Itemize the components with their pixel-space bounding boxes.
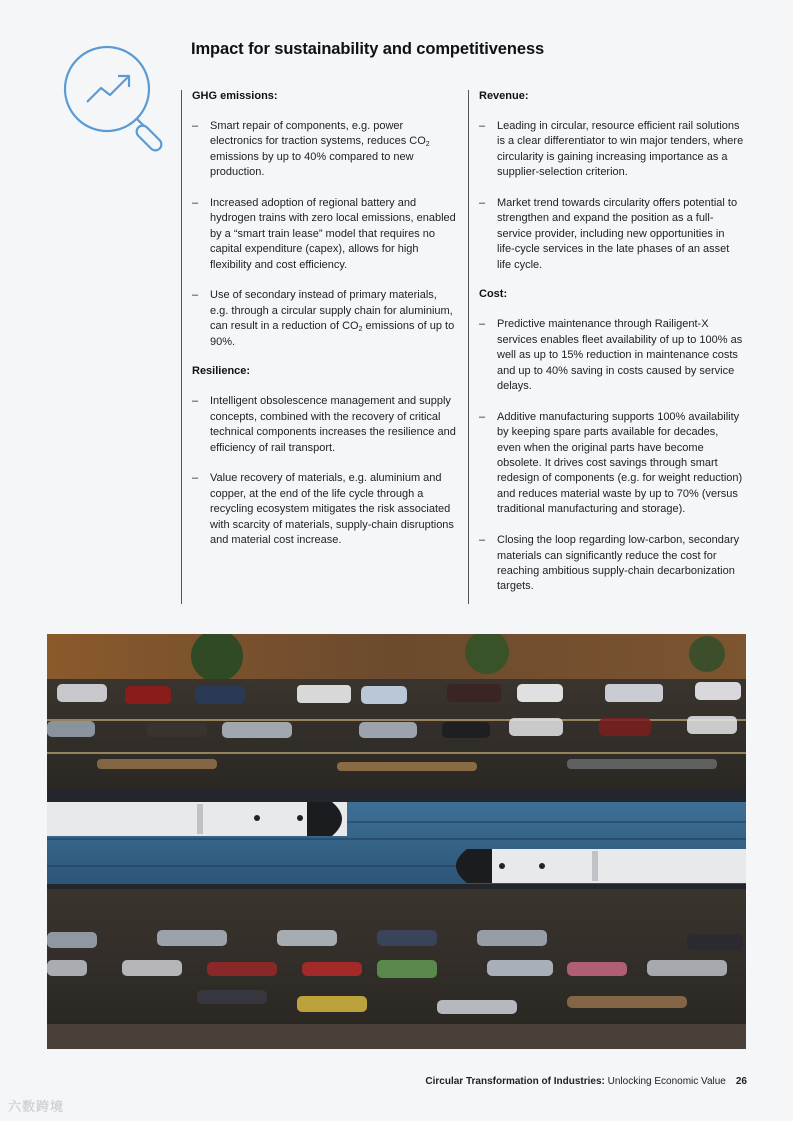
resilience-heading: Resilience: [192,365,251,378]
report-subtitle: Unlocking Economic Value [604,1076,726,1087]
page-title: Impact for sustainability and competitiveness [191,40,545,58]
aerial-train-highway-photo [47,634,746,1049]
page-number: 26 [735,1076,747,1087]
list-item: – Closing the loop regarding low-carbon, secondary materials can significantly reduce the cost for reaching ambitious supply-chain decarbonization targets. [479,533,744,595]
report-title: Circular Transformation of Industries: [425,1076,605,1087]
watermark: 六数跨境 [8,1099,65,1114]
list-item: – Additive manufacturing supports 100% availability by keeping spare parts available for decades, even when the original parts have become obsolete. It drives cost savings through smart redesign of components (e.g. for weight reduction) and reduces material waste by up to 70% (versus traditional manufacturing and storage). [479,410,744,518]
right-column [468,90,744,604]
page-footer [425,1076,747,1087]
list-item: – Market trend towards circularity offers potential to strengthen and expand the position as a full-service provider, including new opportunities in life-cycle services in the late phases of an asset life cycle. [479,196,744,273]
cost-heading: Cost: [479,288,508,301]
magnifier-trend-icon [60,42,178,154]
list-item: – Value recovery of materials, e.g. aluminium and copper, at the end of the life cycle through a recycling ecosystem mitigates the risk associated with scarcity of materials, supply-chain disruptions and material cost increase. [192,471,457,548]
revenue-list [479,119,744,273]
resilience-list [192,394,457,548]
left-column [181,90,457,604]
ghg-list [192,119,457,350]
list-item: – Intelligent obsolescence management and supply concepts, combined with the recovery of critical technical components increases the resilience and efficiency of rail transport. [192,394,457,456]
list-item: – Predictive maintenance through Railigent-X services enables fleet availability of up to 100% as well as up to 15% reduction in maintenance costs and up to 40% saving in costs caused by service delays. [479,317,744,394]
list-item: – Use of secondary instead of primary materials, e.g. through a circular supply chain for aluminium, can result in a reduction of $CO_2$ emissions of up to 90%. [192,288,457,350]
list-item: – Leading in circular, resource efficient rail solutions is a clear differentiator to win major tenders, where circularity is gaining increasing importance as a supplier-selection criterion. [479,119,744,181]
list-item: – Increased adoption of regional battery and hydrogen trains with zero local emissions, enabled by a “smart train lease” model that requires no capital expenditure (capex), allows for high flexibility and cost efficiency. [192,196,457,273]
revenue-heading: Revenue: [479,90,529,102]
cost-list [479,317,744,594]
list-item: – Smart repair of components, e.g. power electronics for traction systems, reduces $CO_2$ emissions by up to 40% compared to new production. [192,119,457,181]
ghg-heading: GHG emissions: [192,90,278,102]
